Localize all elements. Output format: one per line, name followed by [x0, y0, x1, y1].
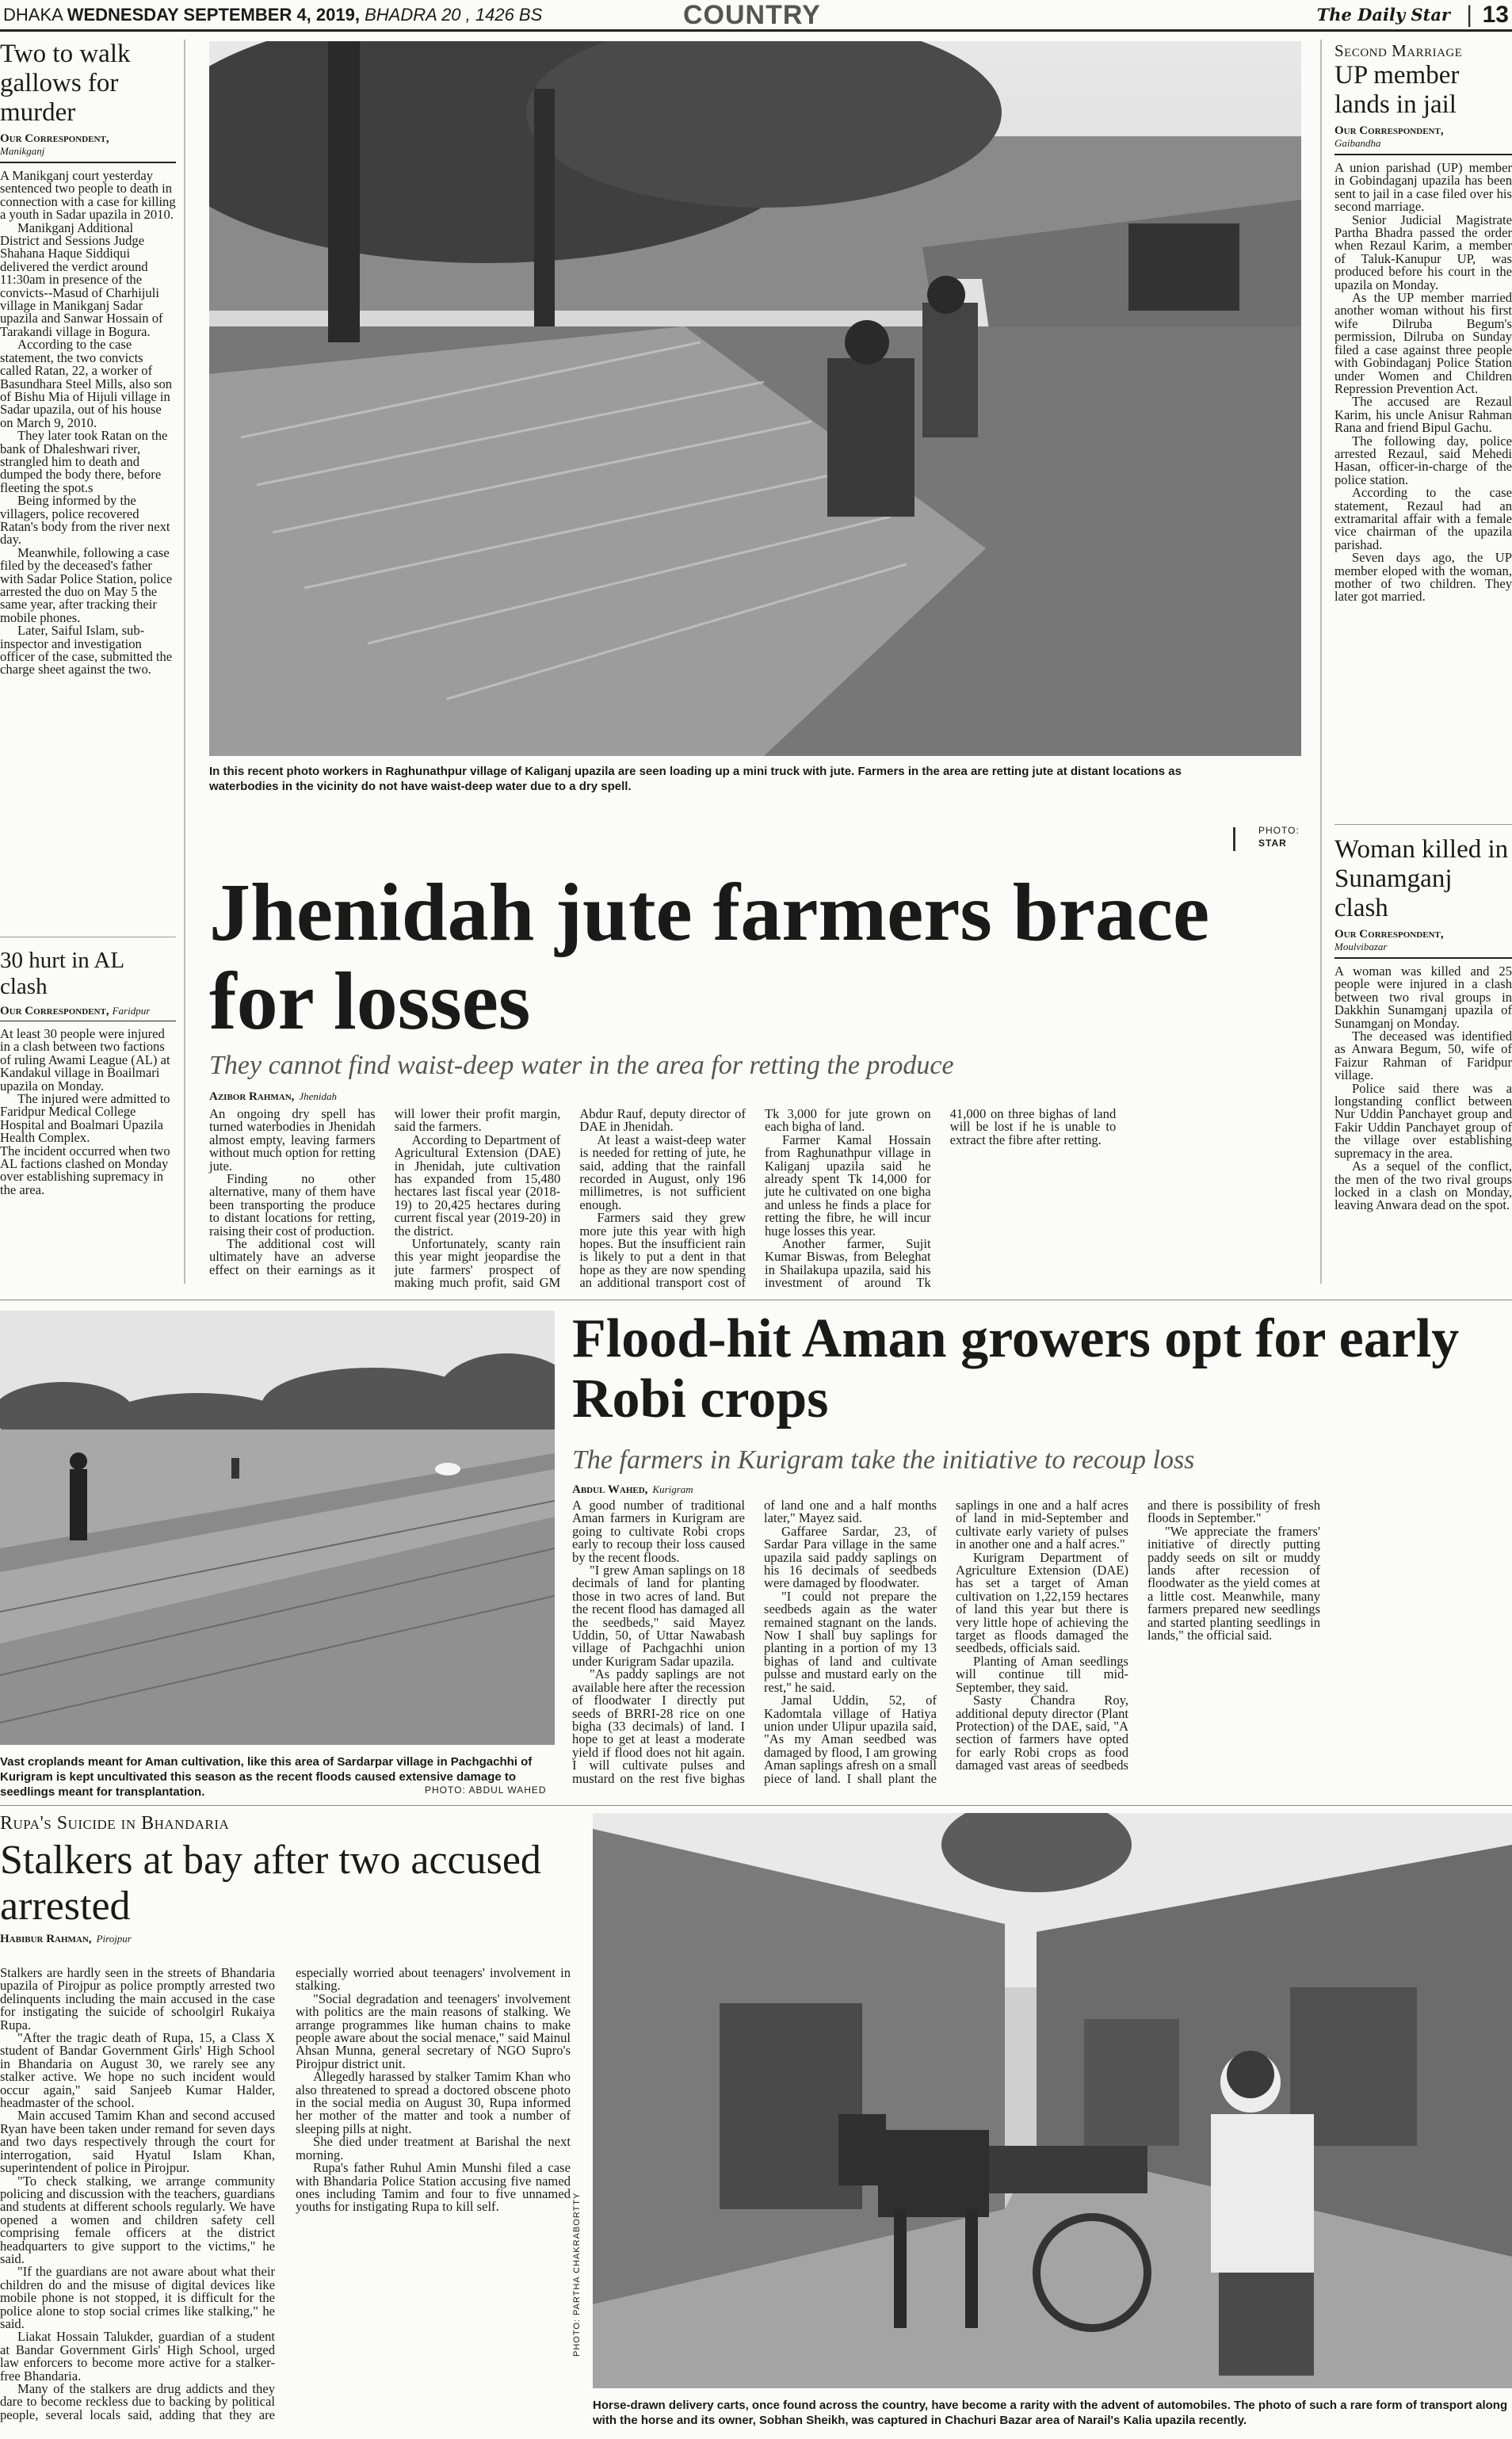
horse-photo-credit: PHOTO: PARTHA CHAKRABORTTY: [572, 2192, 582, 2357]
up-member-headline: UP member lands in jail: [1334, 61, 1460, 119]
aman-para: Gaffaree Sardar, 23, of Sardar Para village in the same upazila said paddy saplings on his 16 decimals of seedbeds were damaged by floodwater.: [764, 1523, 937, 1591]
woman-killed-byline: Our Correspondent,: [1334, 928, 1444, 941]
gallows-para: Being informed by the villagers, police recovered Ratan's body from the river next day.: [0, 493, 170, 548]
up-member-rule: [1334, 154, 1512, 155]
jute-credit-name: STAR: [1258, 838, 1287, 849]
field-photo-image: [0, 1311, 555, 1745]
up-member-byline: Our Correspondent,: [1334, 124, 1444, 137]
jute-para: The additional cost will ultimately have an adverse effect on their earnings as it will lower their profit margin, said the farmers.: [209, 1106, 561, 1277]
aman-dateline: Kurigram: [652, 1483, 693, 1495]
jute-para: An ongoing dry spell has turned waterbodies in Jhenidah almost empty, leaving farmers without much option for retting jute.: [209, 1106, 376, 1174]
gallows-para: According to the case statement, the two convicts called Ratan, 22, a worker of Basundhara Steel Mills, also son of Bishu Mia of Hijuli village in Sadar upazila, out of his house on March 9, 2010.: [0, 337, 173, 430]
gallows-para: Later, Saiful Islam, sub-inspector and investigation officer of the case, submitted the charge sheet against the two.: [0, 623, 173, 678]
jute-photo-image: [209, 41, 1301, 756]
stalkers-para: "After the tragic death of Rupa, 15, a Class X student of Bandar Government Girls' High School in Bhandaria on August 30, we rarely see any stalker active. We hope no such incident would occur again," said Sanjeeb Kumar Halder, headmaster of the school.: [0, 2030, 275, 2111]
stalkers-body: [0, 1967, 571, 2434]
stalkers-byline: Habibur Rahman,: [0, 1933, 92, 1945]
aman-para: Kurigram Department of Agriculture Extension (DAE) has set a target of Aman cultivation on 1,22,159 hectares of land this year but there is very little hope of achieving the target as floods damaged the seedbeds, officials said.: [956, 1549, 1128, 1656]
al-clash-story: [0, 948, 176, 1197]
woman-killed-dateline: Moulvibazar: [1334, 941, 1388, 952]
folio-city: DHAKA: [3, 5, 63, 25]
stalkers-para: Liakat Hossain Talukder, guardian of a student at Bandar Government Girls' High School, urged law enforcers to become more active for a stalker-free Bhandaria.: [0, 2329, 275, 2384]
folio-date: WEDNESDAY SEPTEMBER 4, 2019,: [67, 5, 360, 25]
stalkers-para: Main accused Tamim Khan and second accused Ryan have been taken under remand for seven days and two days respectively through the court for interrogation, said Hyatul Islam Khan, superintendent of police in Pirojpur.: [0, 2108, 275, 2176]
woman-killed-para: The deceased was identified as Anwara Begum, 50, wife of Faizur Rahman of Faridpur village.: [1334, 1029, 1512, 1083]
al-clash-dateline: Faridpur: [112, 1005, 151, 1017]
aman-para: "As paddy saplings are not available here after the recession of floodwater I directly put seeds of BRRI-28 rice on one bigha (33 decimals) of land. I hope to get at least a moderate yield if flood does not hit again. I will cultivate pulses and mustard on the rest five bighas of land one and a half months later," Mayez said.: [572, 1498, 937, 1786]
gallows-para: Meanwhile, following a case filed by the deceased's father with Sadar Police Station, police arrested the duo on May 5 the same year, after tracking their mobile phones.: [0, 544, 173, 625]
gallows-dateline: Manikganj: [0, 145, 45, 157]
stalkers-kicker: Rupa's Suicide in Bhandaria: [0, 1813, 230, 1834]
al-clash-body: [0, 1028, 176, 1197]
up-member-para: Seven days ago, the UP member eloped with the woman, mother of two children. They later got married.: [1334, 550, 1512, 605]
stalkers-para: Allegedly harassed by stalker Tamim Khan who also threatened to spread a doctored obscene photo in the social media on August 30, Rupa informed her mother of the matter and took a number of sleeping pills at night.: [296, 2069, 571, 2136]
jute-credit-bar: [1233, 827, 1235, 851]
horse-photo-image: [593, 1813, 1512, 2388]
up-member-kicker: Second Marriage: [1334, 41, 1463, 60]
page-number: 13: [1482, 2, 1509, 28]
stalkers-para: Rupa's father Ruhul Amin Munshi filed a case with Bhandaria Police Station accusing five named ones including Tamim and four to five unnamed youths for instigating Rupa to kill self.: [296, 2160, 571, 2215]
stalkers-para: "If the guardians are not aware about what their children do and the misuse of digital devices like mobile phone is not stopped, it is difficult for the police alone to stop social crimes like stalking," he said.: [0, 2264, 275, 2331]
gallows-para: A Manikganj court yesterday sentenced two people to death in connection with a case for killing a youth in Sadar upazila in 2010.: [0, 168, 176, 223]
woman-killed-story: [1334, 835, 1512, 1212]
al-clash-credit: [0, 1000, 176, 1017]
gallows-body: [0, 170, 176, 677]
al-clash-para: At least 30 people were injured in a clash between two factions of ruling Awami League (AL) at Kandakul village in Boailmari upazila on Monday.: [0, 1026, 170, 1094]
stalkers-para: Many of the stalkers are drug addicts and they dare to become reckless due to backing by political people, several locals said, adding that they are especially worried about teenagers' involvement in stalking.: [0, 1965, 571, 2422]
up-member-para: Senior Judicial Magistrate Partha Bhadra passed the order when Rezaul Karim, a member of Taluk-Kanupur UP, was produced before his court in the upazila on Monday.: [1334, 212, 1512, 292]
al-clash-para: The injured were admitted to Faridpur Medical College Hospital and Boalmari Upazila Health Complex.: [0, 1091, 170, 1146]
jute-para: Another farmer, Sujit Kumar Biswas, from Beleghat in Shailakupa upazila, said his investment of around Tk 41,000 on three bighas of land will be lost if he is unable to extract the fibre after retting.: [764, 1106, 1117, 1291]
aman-para: Planting of Aman seedlings will continue till mid-September, they said.: [956, 1653, 1128, 1695]
aman-deck: The farmers in Kurigram take the initiative to recoup loss: [572, 1445, 1195, 1475]
up-member-para: The following day, police arrested Rezaul, said Mehedi Hasan, officer-in-charge of the police station.: [1334, 433, 1512, 487]
stalkers-para: "Social degradation and teenagers' involvement with politics are the main reasons of stalking. We arrange programmes like human chains to make people aware about the social menace," said Mainul Ahsan Munna, general secretary of NGO Supro's Pirojpur district unit.: [296, 1991, 571, 2071]
jute-photo: [209, 41, 1301, 756]
aman-body: [572, 1499, 1512, 1794]
gallows-headline: Two to walk gallows for murder: [0, 40, 131, 127]
horse-credit-wrap: [571, 1905, 588, 2365]
folio-bar: [0, 0, 1512, 32]
al-clash-para: The incident occurred when two AL factions clashed on Monday over establishing supremacy in the area.: [0, 1143, 170, 1197]
up-member-para: According to the case statement, Rezaul had an extramarital affair with a female vice chairman of the upazila parishad.: [1334, 485, 1512, 552]
al-clash-byline: Our Correspondent,: [0, 1005, 109, 1017]
jute-para: Farmers said they grew more jute this year with high hopes. But the insufficient rain is likely to put a dent in that hope as they are now spending an additional transport cost of Tk 3,000 for jute grown on each bigha of land.: [579, 1106, 931, 1291]
stalkers-para: She died under treatment at Barishal the next morning.: [296, 2134, 571, 2162]
jute-body: [209, 1108, 1301, 1292]
jute-para: At least a waist-deep water is needed for retting of jute, he said, adding that the rainfall recorded in August, only 196 millimetres, is not sufficient enough.: [579, 1132, 746, 1212]
gallows-para: They later took Ratan on the bank of Dhaleshwari river, strangled him to death and dumped the body there, before fleeting the spot.s: [0, 428, 168, 495]
folio-separator: |: [1466, 2, 1472, 28]
right-column-rule: [1320, 40, 1322, 1284]
woman-killed-para: As a sequel of the conflict, the men of the two rival groups locked in a clash on Monday, leaving Anwara dead on the spot.: [1334, 1158, 1512, 1213]
field-photo-credit: PHOTO: ABDUL WAHED: [425, 1784, 547, 1796]
left-column-rule: [184, 40, 185, 1284]
stalkers-dateline: Pirojpur: [96, 1933, 132, 1945]
jute-para: According to Department of Agricultural Extension (DAE) in Jhenidah, jute cultivation has expanded from 15,480 hectares last fiscal year (2018-19) to 20,425 hectares during current fiscal year (2019-20) in the district.: [394, 1132, 561, 1239]
gallows-story: [0, 40, 176, 677]
jute-para: Unfortunately, scanty rain this year might jeopardise the jute farmers' prospect of making much profit, said GM Abdur Rauf, deputy director of DAE in Jhenidah.: [394, 1106, 746, 1291]
horse-photo: [593, 1813, 1512, 2388]
stalkers-para: "To check stalking, we arrange community policing and discussion with the teachers, guardians and students at different schools regularly. We have opened a women and children safety cell comprising female officers at the district headquarters to give support to the victims," he said.: [0, 2173, 275, 2266]
gallows-para: Manikganj Additional District and Sessions Judge Shahana Haque Siddiqui delivered the verdict around 11:30am in presence of the convicts--Masud of Charhijuli village in Manikganj Sadar upazila and Sanwar Hossain of Tarakandi village in Bogura.: [0, 219, 163, 339]
aman-para: "We appreciate the framers' initiative of directly putting paddy seeds on silt or muddy lands after recession of floodwater as the yield comes at a little cost. Meanwhile, many farmers prepared new seedlings and started planting seedlings in lands," the official said.: [1147, 1523, 1320, 1643]
jute-para: Farmer Kamal Hossain from Raghunathpur village in Kaliganj upazila said he already spent Tk 14,000 for jute he cultivated on one bigha and unless he finds a place for retting the fibre, he will incur huge losses this year.: [764, 1132, 931, 1239]
woman-killed-para: Police said there was a longstanding conflict between Nur Uddin Panchayet group and Fakir Uddin Panchayet group of the village over establishing supremacy in the area.: [1334, 1080, 1512, 1161]
woman-killed-rule: [1334, 957, 1512, 959]
up-member-body: [1334, 162, 1512, 604]
jute-credit-label: PHOTO:: [1258, 825, 1300, 836]
up-member-para: As the UP member married another woman without his first wife Dilruba Begum's permission, Dilruba on Sunday filed a case against three people with Gobindaganj Police Station under Women and Children Repression Prevention Act.: [1334, 290, 1512, 396]
gallows-rule: [0, 162, 176, 163]
field-photo: [0, 1311, 555, 1745]
folio-dateline: [3, 5, 542, 25]
aman-para: Jamal Uddin, 52, of Kadomtala village of Hatiya union under Ulipur upazila said, "As my Aman seedbed was damaged by flood, I am growing Aman saplings afresh on a small piece of land. I shall plant the saplings in one and a half acres of land in mid-September and cultivate early variety of pulses in another one and a half acres.": [764, 1498, 1128, 1786]
field-photo-caption: Vast croplands meant for Aman cultivation, like this area of Sardarpar village in Pachgachhi of Kurigram is kept uncultivated this season as the recent floods caused extensive damage to seedlings meant for transplantation.: [0, 1755, 533, 1799]
woman-killed-para: A woman was killed and 25 people were injured in a clash between two rival groups in Dakkhin Sunamganj upazila of Sunamganj on Monday.: [1334, 964, 1512, 1031]
woman-killed-headline: Woman killed in Sunamganj clash: [1334, 835, 1509, 922]
gallows-byline: Our Correspondent,: [0, 132, 109, 145]
jute-credit: [209, 1090, 337, 1103]
up-member-para: The accused are Rezaul Karim, his uncle Anisur Rahman Rana and friend Bipul Gachu.: [1334, 394, 1512, 436]
al-clash-headline: 30 hurt in AL clash: [0, 948, 124, 999]
jute-photo-caption: In this recent photo workers in Raghunathpur village of Kaliganj upazila are seen loading up a mini truck with jute. Farmers in the area are retting jute at distant locations as waterbodies in the vicinity do not have waist-deep water due to a dry spell.: [209, 765, 1182, 793]
aman-byline: Abdul Wahed,: [572, 1483, 648, 1496]
up-member-story: [1334, 41, 1512, 604]
stalkers-para: Stalkers are hardly seen in the streets of Bhandaria upazila of Pirojpur as police promptly arrested two delinquents including the main accused in the case for instigating the suicide of schoolgirl Rukaiya Rupa.: [0, 1965, 275, 2032]
jute-headline: Jhenidah jute farmers brace for losses: [209, 867, 1210, 1047]
aman-para: "I could not prepare the seedbeds again as the water remained stagnant on the lands. Now I shall buy saplings for planting in a portion of my 13 bighas of land and cultivate pulsse and mustard early on the rest," he said.: [764, 1588, 937, 1695]
jute-dateline: Jhenidah: [299, 1090, 338, 1102]
right-divider: [1334, 824, 1512, 825]
jute-para: Finding no other alternative, many of them have been transporting the produce to distant locations for retting, raising their cost of production.: [209, 1171, 376, 1239]
masthead-logo: The Daily Star: [1316, 5, 1450, 25]
aman-para: A good number of traditional Aman farmers in Kurigram are going to cultivate Robi crops early to recoup their loss caused by the recent floods.: [572, 1498, 745, 1565]
up-member-dateline: Gaibandha: [1334, 137, 1381, 149]
aman-credit: [572, 1483, 693, 1496]
jute-deck: They cannot find waist-deep water in the area for retting the produce: [209, 1051, 954, 1080]
folio-bengali-date: BHADRA 20 , 1426 BS: [365, 5, 543, 25]
section-divider-2: [0, 1805, 1512, 1806]
aman-para: Sasty Chandra Roy, additional deputy director (Plant Protection) of the DAE, said, "A section of farmers have opted for early Robi crops as food damaged vast areas of seedbeds and there is possibility of fresh floods in September.": [956, 1498, 1320, 1773]
stalkers-credit: [0, 1933, 571, 1945]
jute-photo-credit: [1258, 824, 1300, 849]
horse-photo-caption: Horse-drawn delivery carts, once found across the country, have become a rarity with the advent of automobiles. The photo of such a rare form of transport along with the horse and its owner, Sobhan Sheikh, was captured in Chachuri Bazar area of Narail's Kalia upazila recently.: [593, 2399, 1508, 2427]
aman-para: "I grew Aman saplings on 18 decimals of land for planting those in two acres of land. But the recent flood has damaged all the seedbeds," said Mayez Uddin, 50, of Uttar Nawabash village of Pachgachhi union under Kurigram Sadar upazila.: [572, 1563, 745, 1669]
up-member-para: A union parishad (UP) member in Gobindaganj upazila has been sent to jail in a case filed over his second marriage.: [1334, 160, 1512, 215]
stalkers-headline: Stalkers at bay after two accused arrested: [0, 1838, 541, 1929]
section-name: COUNTRY: [683, 0, 821, 30]
jute-byline: Azibor Rahman,: [209, 1090, 295, 1103]
woman-killed-body: [1334, 965, 1512, 1212]
aman-headline: Flood-hit Aman growers opt for early Robi crops: [572, 1308, 1460, 1429]
stalkers-header: [0, 1813, 571, 1945]
